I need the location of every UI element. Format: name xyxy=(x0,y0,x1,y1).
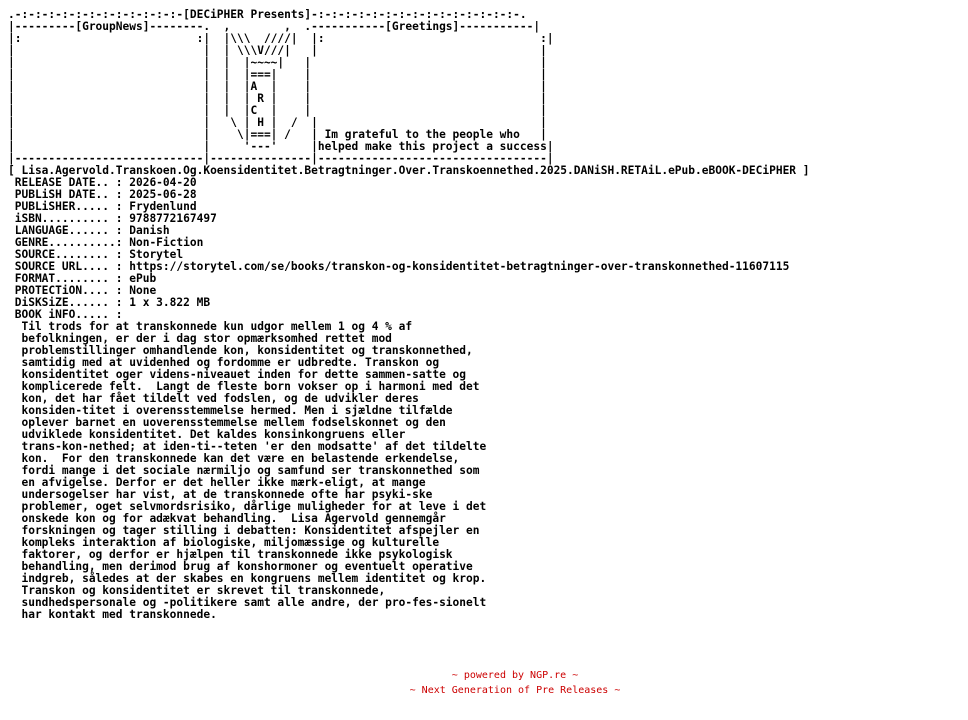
nfo-line: oplever barnet en uoverensstemmelse mellem fodselskonnet og den xyxy=(8,416,446,429)
nfo-line: sundhedspersonale og -politikere samt alle andre, der pro-fes-sionelt xyxy=(8,596,487,609)
nfo-line: befolkningen, er der i dag stor opmærksomhed rettet mod xyxy=(8,332,392,345)
nfo-line: [ Lisa.Agervold.Transkoen.Og.Koensidentitet.Betragtninger.Over.Transkoennethed.2025.DANiSH.RETAiL.ePub.eBOOK-DECiPHER ] xyxy=(8,164,810,177)
nfo-line: SOURCE........ : Storytel xyxy=(8,248,184,261)
nfo-line: | | | |C | | | xyxy=(8,104,547,117)
nfo-line: konsiden-titet i overensstemmelse hermed. Men i sjældne tilfælde xyxy=(8,404,453,417)
nfo-line: FORMAT........ : ePub xyxy=(8,272,157,285)
nfo-line: komplicerede felt. Langt de fleste born vokser op i harmoni med det xyxy=(8,380,480,393)
nfo-line: | | | | R | | | xyxy=(8,92,547,105)
nfo-line: kon, det har fået tildelt ved fodslen, og de udvikler deres xyxy=(8,392,419,405)
nfo-line: | | | |A | | | xyxy=(8,80,547,93)
nfo-line: problemstillinger omhandlende kon, konsidentitet og transkonnethed, xyxy=(8,344,473,357)
nfo-line: |---------[GroupNews]--------. , , .-----------[Greetings]-----------| xyxy=(8,20,541,33)
nfo-line: RELEASE DATE.. : 2026-04-20 xyxy=(8,176,197,189)
powered-by-text: ~ powered by NGP.re ~ xyxy=(451,670,579,681)
nfo-line: trans-kon-nethed; at iden-ti--teten 'er den modsatte' af det tildelte xyxy=(8,440,487,453)
nfo-line: | | '---' |helped make this project a success| xyxy=(8,140,554,153)
nfo-line: fordi mange i det sociale nærmiljo og samfund ser transkonnethed som xyxy=(8,464,480,477)
nfo-line: PUBLiSHER..... : Frydenlund xyxy=(8,200,197,213)
nfo-line: PROTECTiON.... : None xyxy=(8,284,157,297)
nfo-line: kon. For den transkonnede kan det være en belastende erkendelse, xyxy=(8,452,460,465)
nfo-line: PUBLiSH DATE.. : 2025-06-28 xyxy=(8,188,197,201)
nfo-line: undersogelser har vist, at de transkonnede ofte har psyki-ske xyxy=(8,488,433,501)
footer-tagline: ~ Next Generation of Pre Releases ~ xyxy=(409,685,621,696)
nfo-line: |----------------------------|---------------|----------------------------------| xyxy=(8,152,554,165)
nfo-line: en afvigelse. Derfor er det heller ikke mærk-eligt, at mange xyxy=(8,476,426,489)
nfo-line: onskede kon og for adækvat behandling. Lisa Agervold gennemgår xyxy=(8,512,446,525)
footer xyxy=(0,668,968,698)
nfo-line: | | | \\\V///| | | xyxy=(8,44,547,57)
nfo-line: .-:-:-:-:-:-:-:-:-:-:-:-:-[DECiPHER Presents]-:-:-:-:-:-:-:-:-:-:-:-:-:-:-:-. xyxy=(8,8,527,21)
nfo-line: har kontakt med transkonnede. xyxy=(8,608,217,621)
nfo-line: | | \|===| / | Im grateful to the people who | xyxy=(8,128,547,141)
nfo-line: faktorer, og derfor er hjælpen til transkonnede ikke psykologisk xyxy=(8,548,453,561)
nfo-line: konsidentitet oger videns-niveauet inden for dette sammen-satte og xyxy=(8,368,467,381)
nfo-line: samtidig med at uvidenhed og fordomme er udbredte. Transkon og xyxy=(8,356,440,369)
nfo-line: LANGUAGE...... : Danish xyxy=(8,224,170,237)
nfo-line: problemer, oget selvmordsrisiko, dårlige muligheder for at leve i det xyxy=(8,500,487,513)
nfo-line: SOURCE URL.... : https://storytel.com/se/books/transkon-og-konsidentitet-betragtninger-over-transkonnethed-11607115 xyxy=(8,260,790,273)
nfo-line: BOOK iNFO..... : xyxy=(8,308,123,321)
nfo-line: |: :| |\\\ ////| |: :| xyxy=(8,32,554,45)
nfo-line: GENRE..........: Non-Fiction xyxy=(8,236,204,249)
nfo-text xyxy=(8,9,810,621)
nfo-line: Til trods for at transkonnede kun udgor mellem 1 og 4 % af xyxy=(8,320,413,333)
nfo-line: | | | |===| | | xyxy=(8,68,547,81)
nfo-line: | | | |~~~~| | | xyxy=(8,56,547,69)
nfo-line: iSBN.......... : 9788772167497 xyxy=(8,212,217,225)
nfo-line: Transkon og konsidentitet er skrevet til transkonnede, xyxy=(8,584,386,597)
nfo-line: DiSKSiZE...... : 1 x 3.822 MB xyxy=(8,296,211,309)
nfo-line: indgreb, således at der skabes en kongruens mellem identitet og krop. xyxy=(8,572,487,585)
nfo-line: forskningen og tager stilling i debatten: Konsidentitet afspejler en xyxy=(8,524,480,537)
nfo-line: kompleks interaktion af biologiske, miljomæssige og kulturelle xyxy=(8,536,440,549)
nfo-line: behandling, men derimod brug af konshormoner og eventuelt operative xyxy=(8,560,473,573)
nfo-line: udviklede konsidentitet. Det kaldes konsinkongruens eller xyxy=(8,428,406,441)
nfo-line: | | \ | H | / | | xyxy=(8,116,547,129)
